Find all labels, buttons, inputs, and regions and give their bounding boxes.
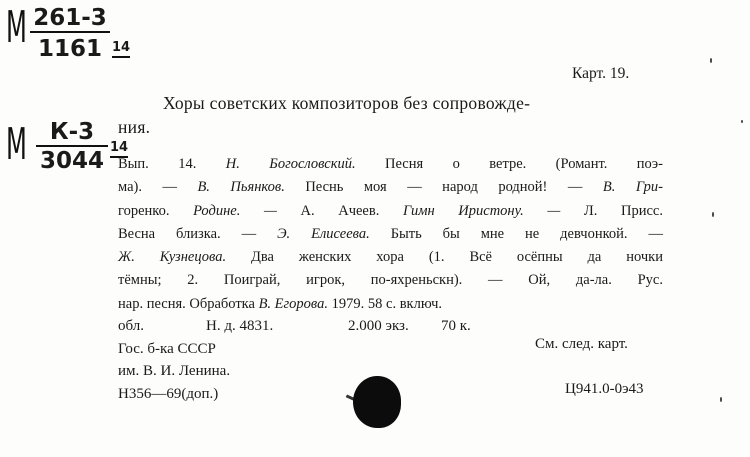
description-line: ма). — В. Пьянков. Песнь моя — народ родной! — В. Гри- — [118, 179, 664, 196]
speck — [712, 212, 714, 217]
description-line: Ж. Кузнецова. Два женских хора (1. Всё осёпны да ночки — [118, 249, 663, 266]
see-next-card: См. след. карт. — [535, 336, 628, 352]
nd-number: Н. д. 4831. — [206, 318, 274, 334]
copies-count: 2.000 экз. — [348, 318, 409, 334]
ink-blot — [353, 376, 401, 428]
call-superscript-2: 14 — [110, 140, 128, 158]
binding-note: обл. — [118, 318, 144, 334]
call-superscript-1: 14 — [112, 40, 130, 58]
library-line-2: им. В. И. Ленина. — [118, 363, 231, 379]
speck — [741, 120, 743, 123]
description-line: горенко. Родине. — А. Ачеев. Гимн Иристону. — Л. Присс. — [118, 202, 663, 219]
call-number-fraction-2 — [36, 120, 108, 173]
classification-index: Ц941.0-0э43 — [565, 381, 644, 397]
library-line-1: Гос. б-ка СССР — [118, 341, 216, 357]
description-line: Весна близка. — Э. Елисеева. Быть бы мне не девчонкой. — — [118, 225, 663, 242]
description-line: Вып. 14. Н. Богословский. Песня о ветре. (Романт. поэ- — [118, 156, 663, 172]
title-line-1: Хоры советских композиторов без сопровожде- — [163, 93, 531, 113]
call-number-fraction-1 — [30, 6, 110, 61]
price: 70 к. — [441, 318, 471, 334]
fraction-bar-1 — [30, 31, 110, 33]
order-number: Н356—69(доп.) — [118, 386, 219, 402]
call-denominator-2: 3044 — [39, 148, 104, 174]
contents-description — [118, 153, 663, 316]
call-letter-1: М — [6, 2, 27, 53]
speck — [710, 58, 712, 63]
call-numerator-1: 261-3 — [33, 5, 107, 31]
call-numerator-2: К-3 — [49, 119, 95, 145]
call-letter-2: М — [6, 119, 27, 170]
description-line: нар. песня. Обработка В. Егорова. 1979. 58 с. включ. — [118, 295, 443, 312]
description-line: тёмны; 2. Поиграй, игрок, по-яхреньскн). — Ой, да-ла. Рус. — [118, 272, 663, 289]
title-line-2: ния. — [118, 117, 151, 137]
speck — [720, 397, 722, 402]
fraction-bar-2 — [36, 145, 108, 147]
card-number: Карт. 19. — [572, 65, 630, 82]
call-denominator-1: 1161 — [37, 36, 102, 62]
